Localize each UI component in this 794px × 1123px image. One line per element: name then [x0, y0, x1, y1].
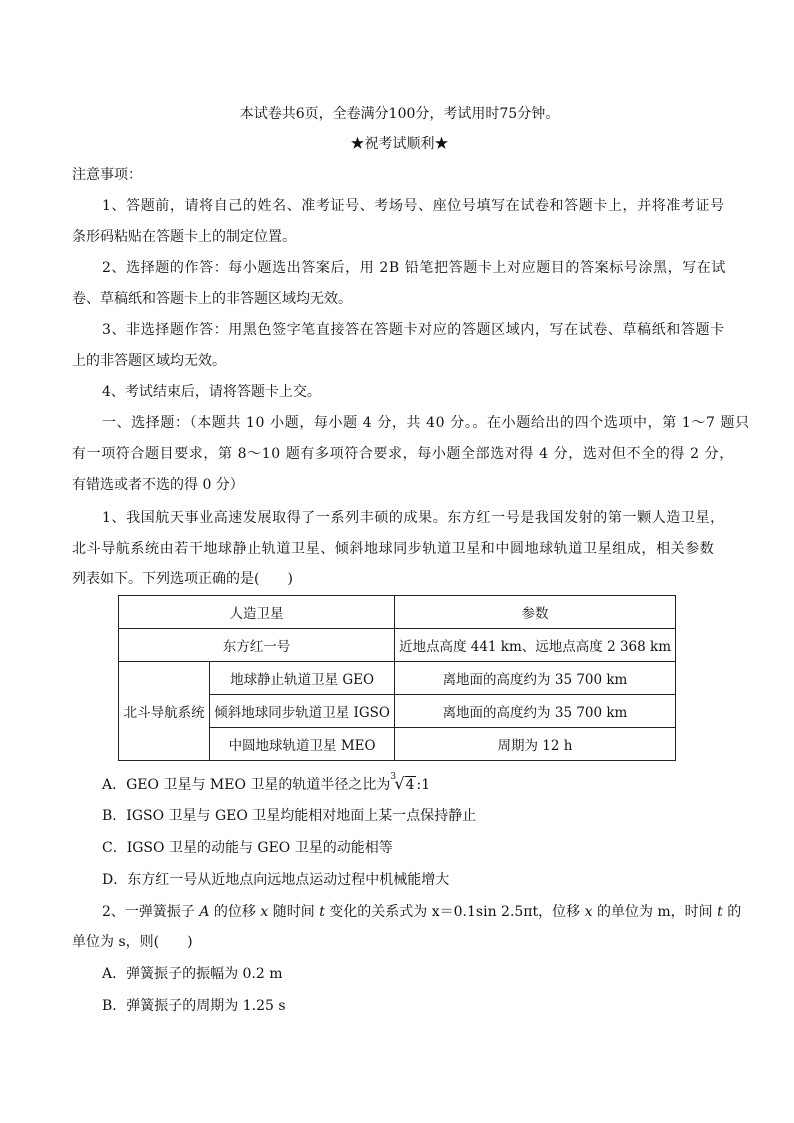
- table-header-param: 参数: [394, 596, 675, 629]
- q2-var-a: A: [199, 904, 210, 920]
- exam-info: 本试卷共6页，全卷满分100分，考试用时75分钟。: [239, 106, 560, 122]
- q2-option-b: B．弹簧振子的周期为 1.25 s: [102, 998, 286, 1014]
- notice-item-1-line-2: 条形码粘贴在答题卡上的制定位置。: [72, 229, 296, 245]
- notice-title: 注意事项：: [72, 167, 142, 183]
- table-header-satellite: 人造卫星: [119, 596, 395, 629]
- q2-var-x: x: [260, 904, 269, 920]
- q2-stem-text: 随时间: [268, 904, 320, 920]
- table-cell-dfh-name: 东方红一号: [119, 629, 395, 662]
- table-cell-igso-name: 倾斜地球同步轨道卫星 IGSO: [210, 695, 395, 728]
- table-cell-geo-name: 地球静止轨道卫星 GEO: [210, 662, 395, 695]
- q1-stem-line-2: 北斗导航系统由若干地球静止轨道卫星、倾斜地球同步轨道卫星和中圆地球轨道卫星组成，相关参数: [72, 541, 715, 557]
- section1-line-2: 有一项符合题目要求，第 8～10 题有多项符合要求，每小题全部选对得 4 分，选对但不全的得 2 分，: [72, 446, 734, 462]
- table-cell-dfh-param: 近地点高度 441 km、远地点高度 2 368 km: [394, 629, 675, 662]
- table-row: [119, 629, 676, 662]
- wish-line: ★祝考试顺利★: [350, 136, 449, 152]
- table-cell-meo-name: 中圆地球轨道卫星 MEO: [210, 728, 395, 761]
- q1-stem-line-3: 列表如下。下列选项正确的是( ): [72, 571, 293, 587]
- q1-option-d: D．东方红一号从近地点向远地点运动过程中机械能增大: [102, 872, 450, 888]
- notice-item-3-line-2: 上的非答题区域均无效。: [72, 353, 226, 369]
- notice-item-2-line-2: 卷、草稿纸和答题卡上的非答题区域均无效。: [72, 291, 352, 307]
- table-cell-geo-param: 离地面的高度约为 35 700 km: [394, 662, 675, 695]
- q1-option-b: B．IGSO 卫星与 GEO 卫星均能相对地面上某一点保持静止: [102, 808, 477, 824]
- radicand: 4: [405, 777, 415, 793]
- notice-item-2-line-1: 2、选择题的作答：每小题选出答案后，用 2B 铅笔把答题卡上对应题目的答案标号涂黑，写在试: [102, 260, 727, 276]
- notice-item-4: 4、考试结束后，请将答题卡上交。: [102, 384, 321, 400]
- q2-stem-text: 的: [722, 904, 742, 920]
- q2-stem-text: ，位移: [538, 904, 585, 920]
- q1-option-a-text: A．GEO 卫星与 MEO 卫星的轨道半径之比为: [102, 777, 391, 793]
- q2-stem-text: 的位移: [209, 904, 261, 920]
- q2-var-t: t: [319, 904, 325, 920]
- q2-stem-line-2: 单位为 s，则( ): [72, 934, 193, 950]
- section1-line-1: 一、选择题：（本题共 10 小题，每小题 4 分，共 40 分。。在小题给出的四个选项中，第 1～7 题只: [102, 415, 750, 431]
- satellite-param-table: [118, 595, 676, 761]
- table-row: [119, 662, 676, 695]
- table-header-row: [119, 596, 676, 629]
- q1-option-c: C．IGSO 卫星的动能与 GEO 卫星的动能相等: [102, 840, 393, 856]
- q1-option-a: [102, 774, 430, 795]
- ratio-suffix: :1: [416, 777, 431, 793]
- q1-stem-line-1: 1、我国航天事业高速发展取得了一系列丰硕的成果。东方红一号是我国发射的第一颗人造卫星，: [102, 510, 725, 526]
- table-cell-igso-param: 离地面的高度约为 35 700 km: [394, 695, 675, 728]
- q2-stem-text: 2、一弹簧振子: [102, 904, 200, 920]
- notice-item-3-line-1: 3、非选择题作答：用黑色签字笔直接答在答题卡对应的答题区域内，写在试卷、草稿纸和答题卡: [102, 322, 725, 338]
- root-index: 3: [390, 772, 397, 782]
- notice-item-1-line-1: 1、答题前，请将自己的姓名、准考证号、考场号、座位号填写在试卷和答题卡上，并将准考证号: [102, 198, 725, 214]
- q2-var-t: t: [717, 904, 723, 920]
- q2-stem-text: 的单位为 m，时间: [592, 904, 718, 920]
- q2-option-a: A．弹簧振子的振幅为 0.2 m: [102, 966, 283, 982]
- q2-equation: x＝0.1sin 2.5πt: [431, 904, 539, 920]
- q2-var-x: x: [584, 904, 593, 920]
- table-cell-meo-param: 周期为 12 h: [394, 728, 675, 761]
- q2-stem-text: 变化的关系式为: [324, 904, 432, 920]
- table-cell-beidou-group: 北斗导航系统: [119, 662, 210, 761]
- radical-sign: √: [394, 774, 405, 793]
- section1-line-3: 有错选或者不选的得 0 分）: [72, 477, 244, 493]
- cube-root-expression: [390, 772, 415, 795]
- q2-stem-line-1: [102, 902, 742, 922]
